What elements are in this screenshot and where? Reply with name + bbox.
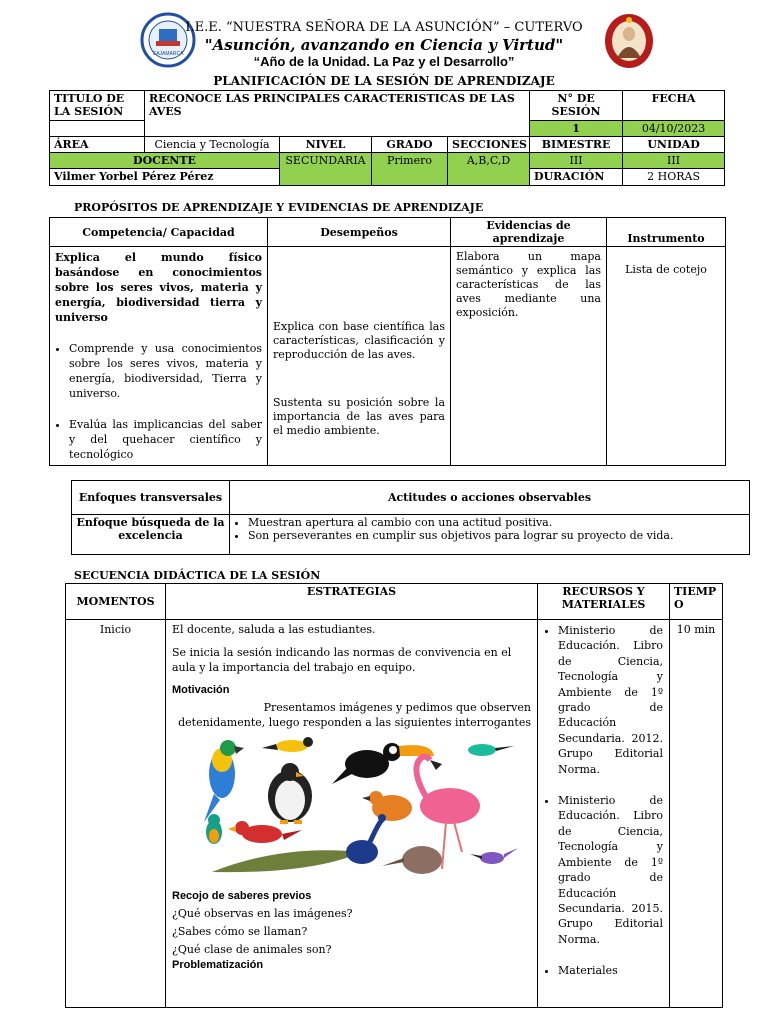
date-label: FECHA xyxy=(623,91,725,121)
session-info-table xyxy=(49,90,725,186)
birds-illustration xyxy=(192,734,522,884)
macaw-bird-icon xyxy=(204,740,244,822)
bimester-value: III xyxy=(530,153,623,169)
competency-header: Competencia/ Capacidad xyxy=(50,218,268,247)
moments-header: MOMENTOS xyxy=(66,584,166,620)
question-item: ¿Sabes cómo se llaman? xyxy=(172,925,308,938)
area-label: ÁREA xyxy=(50,137,145,153)
instrument-header: Instrumento xyxy=(607,218,726,247)
performance-item: Explica con base científica las características, clasificación y reproducción de las aves. xyxy=(273,320,445,361)
area-value: Ciencia y Tecnología xyxy=(145,137,280,153)
session-number-label: N° DE SESIÓN xyxy=(530,91,623,121)
level-value: SECUNDARIA xyxy=(280,153,372,186)
kiwi-icon xyxy=(382,846,442,874)
evidence-text: Elabora un mapa semántico y explica las características de las aves mediante una exposición. xyxy=(451,247,607,466)
oriole-bird-icon xyxy=(262,737,313,752)
instrument-text: Lista de cotejo xyxy=(607,247,726,466)
greeting-text: El docente, saluda a las estudiantes. xyxy=(172,623,376,636)
time-value: 10 min xyxy=(670,620,723,1008)
teacher-label: DOCENTE xyxy=(50,153,280,169)
question-item: ¿Qué clase de animales son? xyxy=(172,943,332,956)
capacity-item: • Evalúa las implicancias del saber y del quehacer científico y tecnológico xyxy=(69,417,262,462)
left-logo-text: CAJAMARCA xyxy=(152,51,184,57)
prior-knowledge-title: Recojo de saberes previos xyxy=(172,890,312,902)
title-label: TITULO DE LA SESIÓN xyxy=(50,91,145,121)
approaches-header: Enfoques transversales xyxy=(72,481,230,515)
session-date: 04/10/2023 xyxy=(623,121,725,137)
capacity-item: • Comprende y usa conocimientos sobre los seres vivos, materia y energía, biodiversidad, Tierra y universo. xyxy=(69,341,262,401)
school-motto: "Asunción, avanzando en Ciencia y Virtud" xyxy=(204,36,564,54)
competency-text: Explica el mundo físico basándose en conocimientos sobre los seres vivos, materia y energía, biodiversidad tierra y universo xyxy=(55,251,262,324)
duration-value: 2 HORAS xyxy=(623,169,725,186)
resource-item: • Materiales xyxy=(558,963,663,978)
time-header: TIEMPO xyxy=(670,584,723,620)
teacher-name: Vilmer Yorbel Pérez Pérez xyxy=(50,169,280,186)
question-item: ¿Qué observas en las imágenes? xyxy=(172,907,353,920)
performance-item: Sustenta su posición sobre la importancia de las aves para el medio ambiente. xyxy=(273,396,445,437)
sections-value: A,B,C,D xyxy=(448,153,530,186)
problematization-title: Problematización xyxy=(172,959,264,971)
hummingbird-icon xyxy=(468,744,514,756)
motivation-text: Presentamos imágenes y pedimos que observen detenidamente, luego responden a las siguientes interrogantes xyxy=(178,701,531,729)
attitudes-header: Actitudes o acciones observables xyxy=(230,481,750,515)
resource-item: • Ministerio de Educación. Libro de Ciencia, Tecnología y Ambiente de 1º grado de Educación Secundaria. 2012. Grupo Editorial Norma. xyxy=(558,623,663,777)
school-name: I.E.E. “NUESTRA SEÑORA DE LA ASUNCIÓN” – CUTERVO xyxy=(185,20,583,35)
strategies-header: ESTRATEGIAS xyxy=(166,584,538,620)
grade-label: GRADO xyxy=(372,137,448,153)
performance-header: Desempeños xyxy=(268,218,451,247)
purple-bird-icon xyxy=(470,848,518,864)
unit-value: III xyxy=(623,153,725,169)
evidence-header: Evidencias de aprendizaje xyxy=(451,218,607,247)
duration-label: DURACIÓN xyxy=(530,169,623,186)
session-number: 1 xyxy=(530,121,623,137)
approach-name: Enfoque búsqueda de la excelencia xyxy=(72,515,230,555)
motivation-title: Motivación xyxy=(172,684,230,696)
resources-header: RECURSOS Y MATERIALES xyxy=(538,584,670,620)
attitude-item: • Muestran apertura al cambio con una actitud positiva. xyxy=(248,516,745,529)
document-title: PLANIFICACIÓN DE LA SESIÓN DE APRENDIZAJE xyxy=(213,74,555,88)
purposes-table xyxy=(49,217,726,466)
kingfisher-icon xyxy=(206,814,222,844)
sections-label: SECCIONES xyxy=(448,137,530,153)
sequence-table xyxy=(65,583,723,1008)
purposes-title: PROPÓSITOS DE APRENDIZAJE Y EVIDENCIAS DE APRENDIZAJE xyxy=(74,201,484,214)
session-title: RECONOCE LAS PRINCIPALES CARACTERISTICAS DE LAS AVES xyxy=(145,91,530,137)
sequence-title: SECUENCIA DIDÁCTICA DE LA SESIÓN xyxy=(74,569,321,582)
year-name: “Año de la Unidad. La Paz y el Desarrollo” xyxy=(253,54,515,69)
grade-value: Primero xyxy=(372,153,448,186)
unit-label: UNIDAD xyxy=(623,137,725,153)
bimester-label: BIMESTRE xyxy=(530,137,623,153)
resource-item: • Ministerio de Educación. Libro de Ciencia, Tecnología y Ambiente de 1º grado de Educación Secundaria. 2015. Grupo Editorial Norma. xyxy=(558,793,663,947)
attitude-item: • Son perseverantes en cumplir sus objetivos para lograr su proyecto de vida. xyxy=(248,529,745,542)
norms-text: Se inicia la sesión indicando las normas de convivencia en el aula y la importancia del trabajo en equipo. xyxy=(172,646,512,674)
level-label: NIVEL xyxy=(280,137,372,153)
approaches-table xyxy=(71,480,750,555)
penguin-icon xyxy=(268,763,312,824)
cardinal-icon xyxy=(228,821,302,843)
orange-bird-icon xyxy=(362,791,412,821)
moment-name: Inicio xyxy=(66,620,166,1008)
